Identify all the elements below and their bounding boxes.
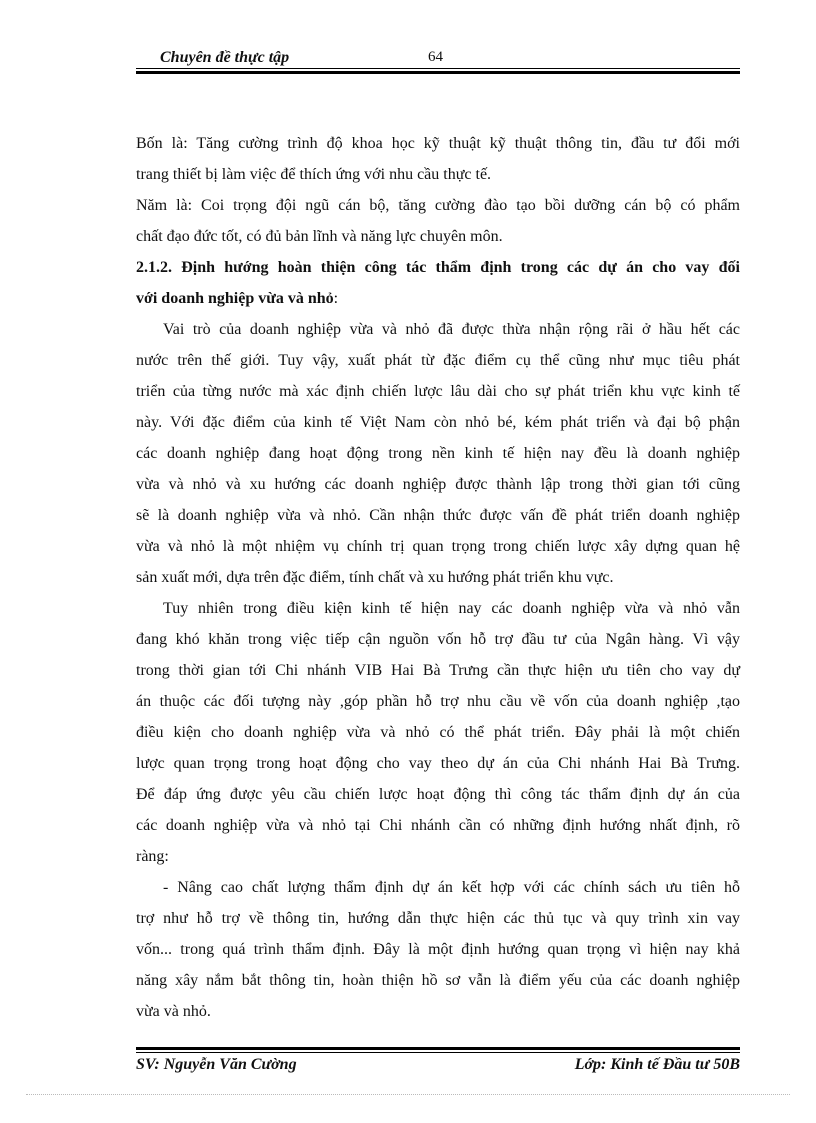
header-title: Chuyên đề thực tập <box>160 49 290 66</box>
body-line: Để đáp ứng được yêu cầu chiến lược hoạt động thì công tác thẩm định dự án của <box>136 786 740 803</box>
body-line: trong thời gian tới Chi nhánh VIB Hai Bà Trưng cần thực hiện ưu tiên cho vay dự <box>136 662 740 679</box>
section-heading <box>136 283 740 314</box>
header-rule-thick <box>136 71 740 74</box>
body-line: Năm là: Coi trọng đội ngũ cán bộ, tăng cường đào tạo bồi dưỡng cán bộ có phẩm <box>136 197 740 214</box>
body-line: sản xuất mới, dựa trên đặc điểm, tính chất và xu hướng phát triển khu vực. <box>136 569 614 586</box>
body-line: nước trên thế giới. Tuy vậy, xuất phát từ đặc điểm cụ thể cũng như mục tiêu phát <box>136 352 740 369</box>
body-line: các doanh nghiệp đang hoạt động trong nền kinh tế hiện nay đều là doanh nghiệp <box>136 445 740 462</box>
body-line: - Nâng cao chất lượng thẩm định dự án kết hợp với các chính sách ưu tiên hỗ <box>163 879 740 896</box>
document-body <box>136 128 740 1027</box>
footer-rule-thick <box>136 1047 740 1050</box>
body-line: điều kiện cho doanh nghiệp vừa và nhỏ có thể phát triển. Đây phải là một chiến <box>136 724 740 741</box>
body-line: vốn... trong quá trình thẩm định. Đây là một định hướng quan trọng vì hiện nay khả <box>136 941 740 958</box>
body-line: trợ như hỗ trợ về thông tin, hướng dẫn thực hiện các thủ tục và quy trình xin vay <box>136 910 740 927</box>
body-line: Tuy nhiên trong điều kiện kinh tế hiện nay các doanh nghiệp vừa và nhỏ vẫn <box>163 600 740 617</box>
body-line: chất đạo đức tốt, có đủ bản lĩnh và năng lực chuyên môn. <box>136 228 503 245</box>
body-line: vừa và nhỏ. <box>136 1003 211 1020</box>
section-heading-colon: : <box>333 290 339 307</box>
body-line: vừa và nhỏ là một nhiệm vụ chính trị quan trọng trong chiến lược xây dựng quan hệ <box>136 538 740 555</box>
body-line: trang thiết bị làm việc để thích ứng với nhu cầu thực tế. <box>136 166 492 183</box>
footer-student-name: SV: Nguyễn Văn Cường <box>136 1056 297 1073</box>
body-line: đang khó khăn trong việc tiếp cận nguồn vốn hỗ trợ đầu tư của Ngân hàng. Vì vậy <box>136 631 740 648</box>
page-number: 64 <box>428 49 443 65</box>
body-line: ràng: <box>136 848 169 865</box>
body-line: năng xây nắm bắt thông tin, hoàn thiện hồ sơ vẫn là điểm yếu của các doanh nghiệp <box>136 972 740 989</box>
body-line: lược quan trọng trong hoạt động cho vay theo dự án của Chi nhánh Hai Bà Trưng. <box>136 755 740 772</box>
header-rule-thin <box>136 68 740 69</box>
body-line: vừa và nhỏ và xu hướng các doanh nghiệp được thành lập trong thời gian tới cũng <box>136 476 740 493</box>
section-heading-text: với doanh nghiệp vừa và nhỏ <box>136 290 334 307</box>
body-line: Vai trò của doanh nghiệp vừa và nhỏ đã được thừa nhận rộng rãi ở hầu hết các <box>163 321 740 338</box>
body-line: các doanh nghiệp vừa và nhỏ tại Chi nhánh cần có những định hướng nhất định, rõ <box>136 817 740 834</box>
body-line: án thuộc các đối tượng này ,góp phần hỗ trợ nhu cầu về vốn của doanh nghiệp ,tạo <box>136 693 740 710</box>
body-line: Bốn là: Tăng cường trình độ khoa học kỹ thuật kỹ thuật thông tin, đầu tư đổi mới <box>136 135 740 152</box>
footer-class-name: Lớp: Kinh tế Đầu tư 50B <box>574 1056 740 1073</box>
page-bottom-border <box>26 1094 790 1095</box>
body-line: sẽ là doanh nghiệp vừa và nhỏ. Cần nhận thức được vấn đề phát triển doanh nghiệp <box>136 507 740 524</box>
footer-rule-thin <box>136 1052 740 1053</box>
body-line: này. Với đặc điểm của kinh tế Việt Nam còn nhỏ bé, kém phát triển và đại bộ phận <box>136 414 740 431</box>
section-heading: 2.1.2. Định hướng hoàn thiện công tác thẩm định trong các dự án cho vay đối <box>136 259 740 276</box>
body-line: triển của từng nước mà xác định chiến lược lâu dài cho sự phát triển khu vực kinh tế <box>136 383 740 400</box>
